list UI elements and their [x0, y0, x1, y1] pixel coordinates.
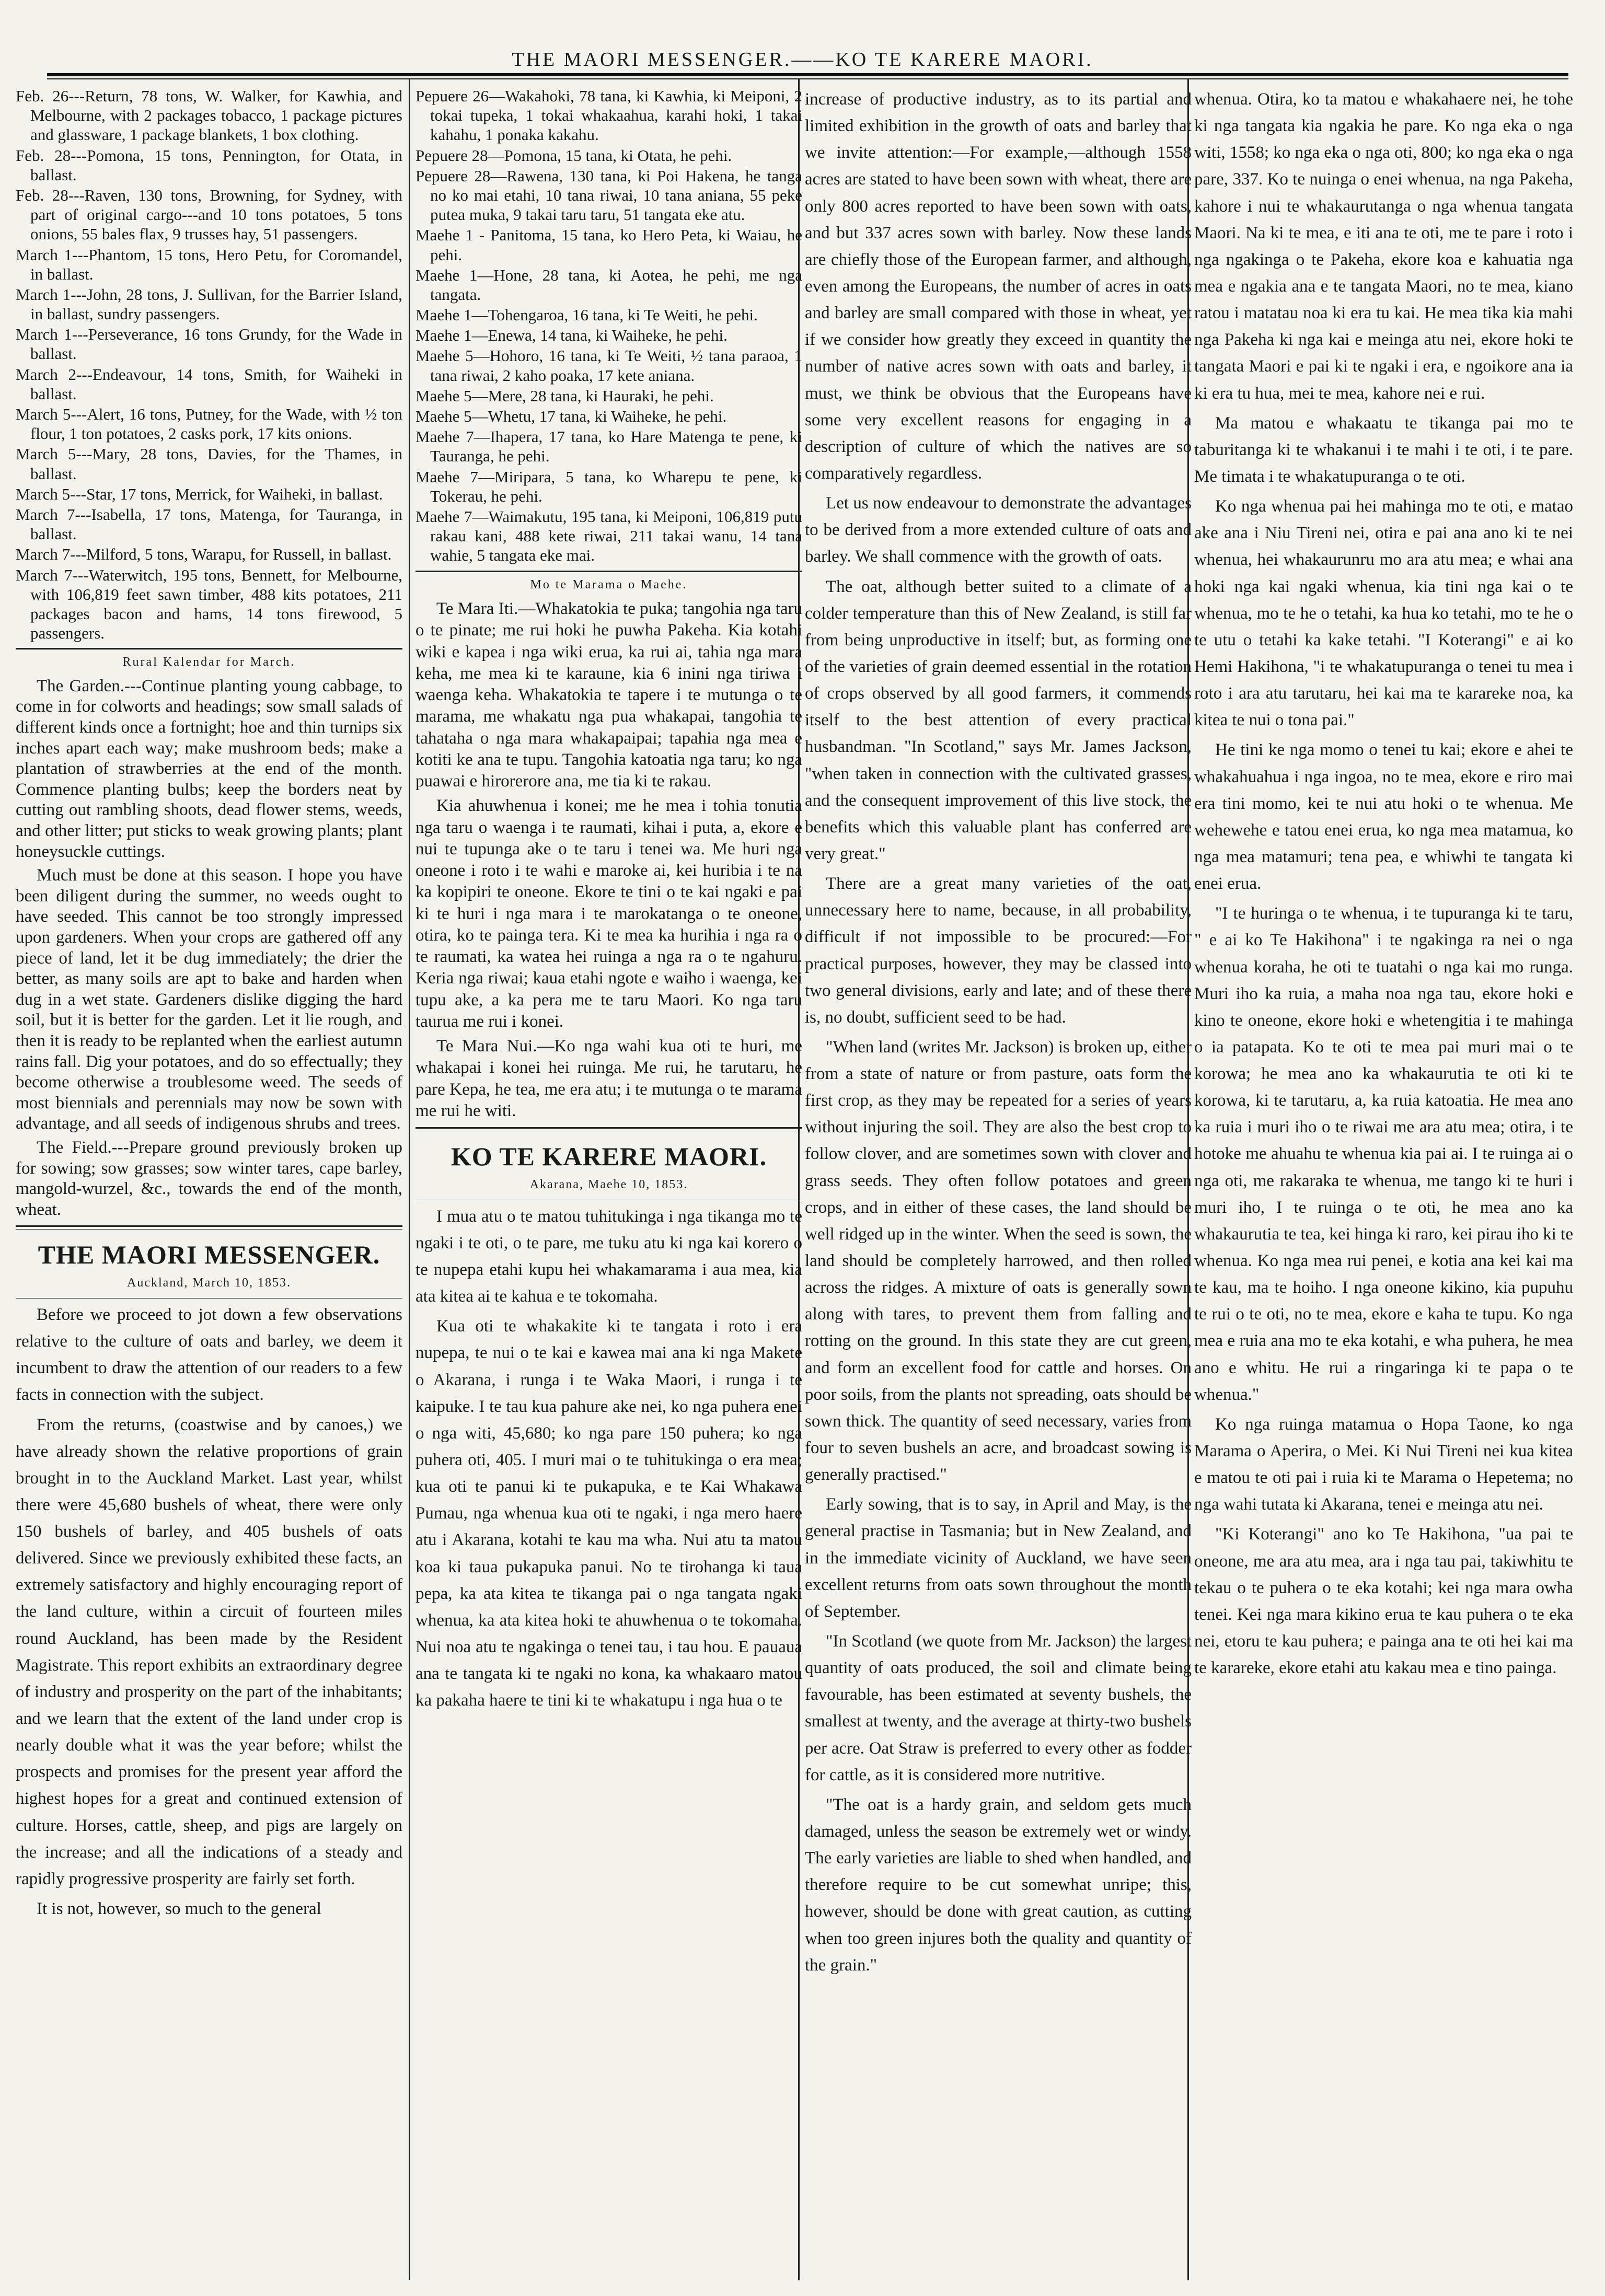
section-rule [16, 1225, 402, 1227]
top-rule [47, 73, 1568, 76]
shipping-entry: March 1---Perseverance, 16 tons Grundy, for the Wade in ballast. [16, 325, 402, 363]
shipping-entry: Maehe 5—Hohoro, 16 tana, ki Te Weiti, ½ tana paraoa, 1 tana riwai, 2 kaho poaka, 17 kete aniana. [415, 346, 802, 385]
shipping-entry: March 2---Endeavour, 14 tons, Smith, for Waiheki in ballast. [16, 365, 402, 403]
column-1 [16, 86, 402, 2275]
paragraph: whenua. Otira, ko ta matou e whakahaere nei, he tohe ki nga tangata kia ngakia he pare. Ko nga eka o nga witi, 1558; ko nga eka o nga oti, 800; ko nga eka o nga pare, 337. Ko te nuinga o enei whenua, na nga Pakeha, kahore i nui te whakaurutanga o nga whenua tangata Maori. Na ki te mea, e iti ana te oti, me te pare i roto i nga ngakinga o te Pakeha, ekore koa e kahuatia nga mea e ngakia ana e te tangata Maori, no te mea, kiano ratou i matatau noa ki era tu kai. He mea tika kia mahi nga Pakeha ki nga kai e meinga atu nei, ekore hoki te tangata Maori e pai ki te ngaki i era, e ngoikore ana ia ki era tu hua, mei te mea, kahore nei e rui. [1194, 90, 1573, 403]
running-title: THE MAORI MESSENGER.——KO TE KARERE MAORI. [512, 49, 1093, 71]
top-rule-thin [47, 78, 1568, 79]
shipping-entry: Maehe 1—Enewa, 14 tana, ki Waiheke, he pehi. [415, 326, 728, 345]
shipping-entry: March 1---Phantom, 15 tons, Hero Petu, for Coromandel, in ballast. [16, 245, 402, 283]
paragraph: It is not, however, so much to the general [37, 1899, 321, 1919]
column-2 [415, 86, 802, 2275]
shipping-entry: Maehe 5—Whetu, 17 tana, ki Waiheke, he pehi. [415, 407, 727, 425]
paragraph: The Field.---Prepare ground previously broken up for sowing; sow grasses; sow winter tares, cape barley, mangold-wurzel, &c., towards the end of the month, wheat. [16, 1138, 402, 1219]
shipping-entry: March 1---John, 28 tons, J. Sullivan, for the Barrier Island, in ballast, sundry passengers. [16, 285, 402, 323]
paragraph: The Garden.---Continue planting young cabbage, to come in for colworts and headings; sow small salads of different kinds once a fortnight; hoe and thin turnips six inches apart each way; make mushroom beds; make a plantation of strawberries at the end of the month. Commence planting bulbs; keep the borders neat by cutting out rambling shoots, dead flower stems, weeds, and other litter; put sticks to weak growing plants; plant honeysuckle cuttings. [16, 676, 402, 861]
column-3 [805, 86, 1192, 2275]
paragraph: "When land (writes Mr. Jackson) is broken up, either from a state of nature or from pasture, oats form the first crop, as they may be repeated for a series of years without injuring the soil. They are also the best crop to follow clover, and are sometimes sown with clover and grass seeds. They often follow potatoes and green crops, and in either of these cases, the land should be well ridged up in the winter. When the seed is sown, the land should be completely harrowed, and then rolled across the ridges. A mixture of oats is generally sown along with tares, to prevent them from falling and rotting on the ground. In this state they are cut green, and form an excellent food for cattle and horses. On poor soils, from the plants not spreading, oats should be sown thick. The quantity of seed necessary, varies from four to seven bushels an acre, and broadcast sowing is generally practised." [805, 1037, 1192, 1485]
shipping-entry: Maehe 7—Miripara, 5 tana, ko Wharepu te pene, ki Tokerau, he pehi. [415, 467, 802, 505]
paragraph: Te Mara Nui.—Ko nga wahi kua oti te huri, me whakapai i konei hei ruinga. Me rui, he tarutaru, he pare Kepa, he tea, me era atu; i te mutunga o te marama me rui he witi. [415, 1037, 802, 1120]
shipping-entry: March 5---Star, 17 tons, Merrick, for Waiheki, in ballast. [16, 484, 383, 503]
shipping-entry: March 7---Isabella, 17 tons, Matenga, for Tauranga, in ballast. [16, 505, 402, 543]
dateline: Auckland, March 10, 1853. [127, 1276, 291, 1290]
paragraph: Early sowing, that is to say, in April and May, is the general practise in Tasmania; but in New Zealand, and in the immediate vicinity of Auckland, we have seen excellent returns from oats sown throughout the month of September. [805, 1495, 1192, 1621]
section-heading: Rural Kalendar for March. [122, 655, 296, 669]
shipping-entry: Maehe 1—Hone, 28 tana, ki Aotea, he pehi, me nga tangata. [415, 265, 802, 304]
paragraph: "Ki Koterangi" ano ko Te Hakihona, "ua pai te oneone, me ara atu mea, ara i nga tau pai, takiwhitu te tekau o te puhera o te eka kotahi; kei nga mara owha tenei. Kei nga mara kikino erua te kau puhera o te eka nei, etoru te kau puhera; e painga ana te oti hei kai ma te karareke, ekore etahi atu kakau mea e tino painga. [1194, 1525, 1573, 1678]
shipping-entry: Maehe 5—Mere, 28 tana, ki Hauraki, he pehi. [415, 386, 714, 405]
section-heading: Mo te Marama o Maehe. [530, 577, 688, 592]
section-rule [415, 571, 802, 572]
shipping-entry: Feb. 28---Raven, 130 tons, Browning, for Sydney, with part of original cargo---and 10 tons potatoes, 5 tons onions, 55 bales flax, 9 trusses hay, 51 passengers. [16, 185, 402, 243]
paragraph: Kia ahuwhenua i konei; me he mea i tohia tonutia nga taru o waenga i te raumati, kihai i puta, a, ekore e nui te tupunga ake o te taru i tenei wa. Me huri nga oneone i roto i te wahi e maroke ai, kei huribia i te na ka kopipiri te oneone. Ekore te tini o te kai ngaki e pai ki te huri i nga mara i te marokatanga o te oneone, otira, ko te painga tera. Ki te mea ka hurihia i nga ra o te raumati, ka watea hei ruinga a nga ra o te ngahuru. Keria nga riwai; kaua etahi ngote e waiho i waenga, kei tupu ake, a ka pera me te taru Maori. Ko nga taru taurua me rui i konei. [415, 796, 802, 1031]
column-rule [409, 78, 410, 2280]
paragraph: "I te huringa o te whenua, i te tupuranga ki te taru, " e ai ko Te Hakihona" i te ngakinga ra nei o nga whenua koraha, he oti te tuatahi o nga kai mo runga. Muri iho ka ruia, a maha noa nga tau, ekore hoki e kino te oneone, ekore hoki e whetengitia i te mahinga o ia patapata. Ko te oti te mea pai muri mai o te korowa; he mea ano ka whakaurutia te oti ki te korowa, ki te tarutaru, a, ka ruia katoatia. He mea ano ka ruia i muri iho o te riwai me ara atu mea; otira, i te hotoke me ahuahu te whenua kia pai ai. I te ruinga ai o nga oti, me rakaraka te whenua, me tango ki te huri i muri iho, I te ruinga o te oti, he mea ano ka whakaurutia te tea, kei hinga ki raro, kei pirau iho ki te whenua. Ko nga mea rui penei, e kotia ana kei kai ma te kau, ma te hoiho. I nga oneone kikino, kia pupuhu te rui o te oti, no te mea, ekore e kaha te tupu. Ko nga mea e ruia ana mo te eka kotahi, e wha puhera, he mea ano e whitu. He rui a ringaringa ki te papa o te whenua." [1194, 904, 1573, 1404]
paragraph: increase of productive industry, as to its partial and limited exhibition in the growth of oats and barley that we invite attention:—For example,—although 1558 acres are stated to have been sown with wheat, there are only 800 acres reported to have been sown with oats, and but 337 acres sown with barley. Now these lands are chiefly those of the European farmer, and although, even among the Europeans, the number of acres in oats and barley are small compared with those in wheat, yet if we consider how greatly they exceed in quantity the number of native acres sown with oats and barley, it must, we think be obvious that the Europeans have some very excellent reasons for engaging in a description of culture of which the natives are so comparatively regardless. [805, 90, 1192, 483]
shipping-list-maori [415, 86, 802, 565]
paragraph: There are a great many varieties of the oat, unnecessary here to name, because, in all probability, difficult if not impossible to be procured:—For practical purposes, however, they may be classed into two general divisions, early and late; and of these there is, no doubt, sufficient seed to be had. [805, 874, 1192, 1027]
shipping-list-english [16, 86, 402, 643]
shipping-entry: March 5---Mary, 28 tons, Davies, for the Thames, in ballast. [16, 445, 402, 483]
shipping-entry: Pepuere 26—Wakahoki, 78 tana, ki Kawhia, ki Meiponi, 2 tokai tupeka, 1 tokai whakaahua, karahi hoki, 1 takai kahahu, 1 ponaka kakahu. [415, 87, 802, 144]
shipping-entry: Pepuere 28—Rawena, 130 tana, ki Poi Hakena, he tanga no ko mai etahi, 10 tana riwai, 10 tana aniana, 55 peke putea muka, 9 takai taru taru, 51 tangata eke atu. [415, 166, 802, 224]
paper-title: KO TE KARERE MAORI. [451, 1142, 767, 1172]
paragraph: Te Mara Iti.—Whakatokia te puka; tangohia nga taru o te pinate; me rui hoki he puwha Pakeha. Kia kotahi wiki e kapea i nga wiki erua, ka rui ai, tahia nga mara keha, me mea ki te karaune, kia 6 inini nga tiriwa i waenga keha. Whakatokia te tapere i te mutunga o te marama, me whakatu nga pua whakapai, tangohia te tahataha o nga mara whakapaipai; tapahia nga mea e kotiti ke ana te tupu. Tangohia katoatia nga taru; ko nga puawai e hirorerore ana, me tia ki te rakau. [415, 599, 802, 791]
dateline: Akarana, Maehe 10, 1853. [529, 1178, 688, 1192]
paragraph: He tini ke nga momo o tenei tu kai; ekore e ahei te whakahuahua i nga ingoa, no te mea, ekore e riro mai era tini momo, kei te nui atu hoki o te whenua. Me wehewehe e tatou enei erua, ko nga mea matamua, ko nga mea matamuri; tena pea, e whiwhi te tangata ki enei erua. [1194, 740, 1573, 894]
section-rule-thin [16, 1229, 402, 1230]
paper-title: THE MAORI MESSENGER. [38, 1240, 380, 1270]
paragraph: "In Scotland (we quote from Mr. Jackson) the largest quantity of oats produced, the soil and climate being favourable, has been estimated at seventy bushels, the smallest at twenty, and the average at thirty-two bushels per acre. Oat Straw is preferred to every other as fodder for cattle, as it is considered more nutritive. [805, 1632, 1192, 1784]
section-rule [415, 1127, 802, 1129]
paragraph: I mua atu o te matou tuhitukinga i nga tikanga mo te ngaki i te oti, o te pare, me tuku atu ki nga kai korero o te nupepa etahi kupu hei whakamarama i aua mea, kia ata kitea ai te kahua e te tokomaha. [415, 1207, 802, 1306]
paragraph: "The oat is a hardy grain, and seldom gets much damaged, unless the season be extremely wet or windy. The early varieties are liable to shed when handled, and therefore require to be cut somewhat unripe; this, however, should be done with great caution, as cutting when too green injures both the quality and quantity of the grain." [805, 1795, 1192, 1975]
shipping-entry: Maehe 1 - Panitoma, 15 tana, ko Hero Peta, ki Waiau, he pehi. [415, 226, 802, 264]
paragraph: Ko nga ruinga matamua o Hopa Taone, ko nga Marama o Aperira, o Mei. Ki Nui Tireni nei kua kitea e matou te oti pai i ruia ki te Marama o Hepetema; no nga wahi tutata ki Akarana, tenei e meinga atu nei. [1194, 1414, 1573, 1514]
column-4 [1194, 86, 1573, 2275]
shipping-entry: Maehe 7—Waimakutu, 195 tana, ki Meiponi, 106,819 putu rakau kani, 488 kete riwai, 211 takai wanu, 14 tana wahie, 5 tangata eke mai. [415, 507, 802, 565]
shipping-entry: Pepuere 28—Pomona, 15 tana, ki Otata, he pehi. [415, 146, 732, 165]
shipping-entry: Maehe 1—Tohengaroa, 16 tana, ki Te Weiti, he pehi. [415, 306, 758, 324]
shipping-entry: Feb. 26---Return, 78 tons, W. Walker, for Kawhia, and Melbourne, with 2 packages tobacco, 1 package pictures and glassware, 1 package blankets, 1 box clothing. [16, 87, 402, 144]
paragraph: Ko nga whenua pai hei mahinga mo te oti, e matao ake ana i Niu Tireni nei, otira e pai ana ano ki te nei whenua, hei whakaurunru mo ara atu mea; e whai ana hoki nga kai ngaki whenua, kia tini nga kai o te whenua, mo te he o tetahi, ka hua ko tetahi, mo te he o te utu o tetahi ka kake tetahi. "I Koterangi" e ai ko Hemi Hakihona, "i te whakatupuranga o tenei tu mea i roto i ara atu tarutaru, hei kai ma te karareke noa, ka kitea te nui o tona pai." [1194, 497, 1573, 730]
paragraph: Before we proceed to jot down a few observations relative to the culture of oats and barley, we deem it incumbent to draw the attention of our readers to a few facts in connection with the subject. [16, 1305, 402, 1405]
paragraph: Let us now endeavour to demonstrate the advantages to be derived from a more extended culture of oats and barley. We shall commence with the growth of oats. [805, 494, 1192, 566]
paragraph: Kua oti te whakakite ki te tangata i roto i era nupepa, te nui o te kai e kawea mai ana ki nga Makete o Akarana, i runga i te Waka Maori, i runga i te kaipuke. I te tau kua pahure ake nei, ko nga puhera enei o nga witi, 45,680; ko nga pare 150 puhera; ko nga puhera oti, 405. I muri mai o te tuhitukinga o era mea; kua oti te panui ki te pukapuka, e te Kai Whakawa Pumau, nga whenua kua oti te ngaki, i nga mero haere atu i Akarana, kotahi te kau ma wha. Nui atu ta matou koa ki taua pukapuka panui. No te tirohanga ki taua pepa, ka ata kitea te tikanga pai o nga tangata ngaki whenua, ka ata kitea hoki te ahuwhenua o te tokomaha. Nui noa atu te ngakinga o tenei tau, i tau hou. E pauaua ana te tangata ki te ngaki no kona, ka whakaaro matou ka pakaha haere te tini ki te whakatupu i nga hua o te [415, 1317, 802, 1710]
paragraph: Ma matou e whakaatu te tikanga pai mo te taburitanga ki te whakanui i te mahi i te oti, i te pare. Me timata i te whakatupuranga o te oti. [1194, 413, 1573, 486]
shipping-entry: March 7---Waterwitch, 195 tons, Bennett, for Melbourne, with 106,819 feet sawn timber, 488 kits potatoes, 211 packages bacon and hams, 14 tons firewood, 5 passengers. [16, 565, 402, 643]
shipping-entry: March 5---Alert, 16 tons, Putney, for the Wade, with ½ ton flour, 1 ton potatoes, 2 casks pork, 17 kits onions. [16, 405, 402, 443]
shipping-entry: March 7---Milford, 5 tons, Warapu, for Russell, in ballast. [16, 545, 392, 564]
shipping-entry: Feb. 28---Pomona, 15 tons, Pennington, for Otata, in ballast. [16, 146, 402, 184]
paragraph: The oat, although better suited to a climate of a colder temperature than this of New Zealand, is still far from being unproductive in itself; but, as forming one of the varieties of grain deemed essential in the rotation of crops observed by all good farmers, it commends itself to the best attention of every practical husbandman. "In Scotland," says Mr. James Jackson, "when taken in connection with the cultivated grasses, and the consequent improvement of this live stock, the benefits which this valuable plant has conferred are very great." [805, 577, 1192, 863]
paragraph: From the returns, (coastwise and by canoes,) we have already shown the relative proportions of grain brought in to the Auckland Market. Last year, whilst there were 45,680 bushels of wheat, there were only 150 bushels of barley, and 405 bushels of oats delivered. Since we previously exhibited these facts, an extremely satisfactory and highly encouraging report of the land culture, within a circuit of fourteen miles round Auckland, has been made by the Resident Magistrate. This report exhibits an extraordinary degree of industry and prosperity on the part of the inhabitants; and we learn that the extent of the land under crop is nearly double what it was the year before; whilst the prospects and promises for the present year afford the highest hopes for a great and continued extension of culture. Horses, cattle, sheep, and pigs are largely on the increase; and all the indications of a steady and rapidly progressive prosperity are fairly set forth. [16, 1415, 402, 1888]
paragraph: Much must be done at this season. I hope you have been diligent during the summer, no weeds ought to have seeded. This cannot be too strongly impressed upon gardeners. When your crops are gathered off any piece of land, let it be dug immediately; the drier the better, as many soils are apt to bake and harden when dug in a wet state. Gardeners dislike digging the hard soil, but it is better for the garden. Let it lie rough, and then it is ready to be replanted when the earliest autumn rains fall. Dig your potatoes, and do so effectually; they become otherwise a troublesome weed. The seeds of most biennials and perennials may now be sown with advantage, and all seeds of indigenous shrubs and trees. [16, 866, 402, 1133]
shipping-entry: Maehe 7—Ihapera, 17 tana, ko Hare Matenga te pene, ki Tauranga, he pehi. [415, 427, 802, 466]
section-rule [16, 648, 402, 650]
